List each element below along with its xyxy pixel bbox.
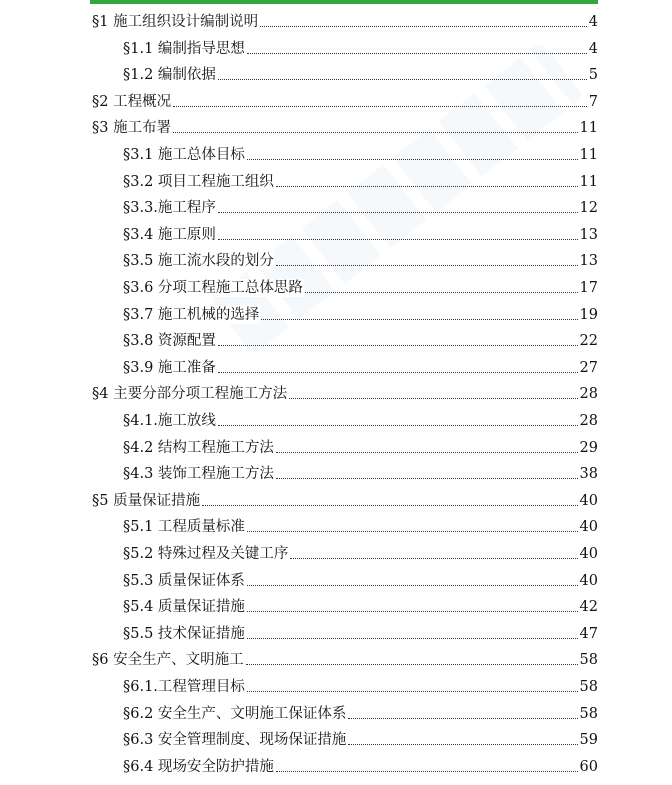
toc-entry-title: §3.7 施工机械的选择 [123,306,260,323]
toc-entry[interactable] [0,324,598,350]
toc-entry-title: §3.9 施工准备 [123,359,216,376]
toc-entry-page-number: 19 [579,306,598,323]
toc-entry-title: §5.4 质量保证措施 [123,599,245,616]
toc-leader-dots [290,557,577,559]
toc-entry[interactable] [0,111,598,137]
toc-leader-dots [218,78,587,80]
toc-leader-dots [247,158,578,160]
toc-entry-page-number: 11 [579,120,598,137]
toc-entry-title: §3.2 项目工程施工组织 [123,173,274,190]
toc-leader-dots [218,344,578,346]
toc-entry-page-number: 5 [588,67,598,84]
toc-entry-page-number: 13 [579,253,598,270]
toc-entry[interactable] [0,510,598,536]
toc-leader-dots [247,530,578,532]
toc-entry-title: §2 工程概况 [92,93,172,110]
toc-leader-dots [276,185,578,187]
toc-leader-dots [348,717,577,719]
toc-entry[interactable] [0,271,598,297]
toc-leader-dots [247,584,578,586]
toc-entry[interactable] [0,750,598,776]
toc-entry-page-number: 58 [579,705,598,722]
toc-entry-title: §3.4 施工原则 [123,226,216,243]
toc-entry[interactable] [0,670,598,696]
toc-entry[interactable] [0,218,598,244]
toc-entry[interactable] [0,617,598,643]
toc-entry-title: §1.2 编制依据 [123,67,216,84]
toc-entry-title: §3 施工布署 [92,120,172,137]
header-rule [90,0,598,4]
toc-entry-title: §4.1.施工放线 [123,413,216,429]
toc-entry-title: §5.5 技术保证措施 [123,625,245,642]
toc-entry[interactable] [0,723,598,749]
toc-entry-page-number: 17 [579,280,598,296]
toc-entry-title: §3.6 分项工程施工总体思路 [123,280,303,296]
toc-leader-dots [276,451,578,453]
toc-entry-title: §3.1 施工总体目标 [123,147,245,163]
toc-entry-page-number: 11 [579,173,598,190]
toc-entry[interactable] [0,590,598,616]
toc-entry[interactable] [0,85,598,111]
toc-entry[interactable] [0,537,598,563]
toc-entry[interactable] [0,404,598,430]
toc-entry-page-number: 40 [579,492,598,509]
toc-entry-page-number: 38 [579,466,598,483]
toc-leader-dots [173,131,577,133]
toc-leader-dots [247,610,578,612]
toc-entry-title: §4 主要分部分项工程施工方法 [92,386,288,403]
toc-entry-title: §6.4 现场安全防护措施 [123,758,274,775]
toc-entry-page-number: 22 [579,333,598,350]
toc-leader-dots [276,264,578,266]
toc-leader-dots [305,291,578,293]
toc-entry-title: §3.5 施工流水段的划分 [123,253,274,270]
toc-entry-page-number: 59 [579,732,598,749]
toc-leader-dots [276,477,578,479]
toc-leader-dots [218,238,578,240]
toc-leader-dots [247,690,578,692]
toc-entry[interactable] [0,165,598,191]
toc-entry-title: §5 质量保证措施 [92,492,201,509]
toc-entry-title: §5.2 特殊过程及关键工序 [123,546,289,562]
toc-entry-page-number: 27 [579,359,598,376]
toc-entry[interactable] [0,58,598,84]
toc-entry-page-number: 13 [579,226,598,243]
toc-entry[interactable] [0,484,598,510]
toc-entry-title: §6 安全生产、文明施工 [92,652,244,669]
toc-entry[interactable] [0,564,598,590]
toc-leader-dots [218,424,578,426]
toc-entry-page-number: 42 [579,599,598,616]
toc-entry[interactable] [0,431,598,457]
toc-entry[interactable] [0,697,598,723]
toc-leader-dots [247,637,578,639]
toc-entry[interactable] [0,5,598,31]
toc-entry-title: §1 施工组织设计编制说明 [92,14,259,30]
toc-entry-page-number: 11 [579,147,598,163]
toc-entry[interactable] [0,377,598,403]
toc-entry-page-number: 28 [579,386,598,403]
toc-entry[interactable] [0,138,598,164]
toc-entry[interactable] [0,244,598,270]
toc-entry-page-number: 60 [579,758,598,775]
toc-entry-page-number: 40 [579,519,598,536]
toc-entry-title: §1.1 编制指导思想 [123,40,245,57]
toc-entry-page-number: 4 [588,40,598,57]
toc-entry-page-number: 29 [579,439,598,456]
toc-leader-dots [289,397,577,399]
toc-entry-title: §5.1 工程质量标准 [123,519,245,536]
toc-entry-title: §3.3.施工程序 [123,200,216,217]
toc-leader-dots [202,504,577,506]
toc-leader-dots [348,743,577,745]
toc-entry-page-number: 4 [588,14,598,30]
toc-entry-page-number: 12 [579,200,598,217]
toc-entry[interactable] [0,191,598,217]
toc-entry-page-number: 40 [579,572,598,589]
toc-entry-title: §6.1.工程管理目标 [123,679,245,695]
toc-entry-page-number: 7 [588,93,598,110]
toc-leader-dots [218,211,578,213]
toc-leader-dots [247,52,587,54]
toc-entry-title: §5.3 质量保证体系 [123,572,245,589]
toc-entry-title: §6.2 安全生产、文明施工保证体系 [123,705,347,722]
toc-leader-dots [260,25,587,27]
toc-entry-page-number: 40 [579,546,598,562]
toc-leader-dots [173,105,587,107]
toc-entry-page-number: 58 [579,679,598,695]
toc-entry-title: §4.3 装饰工程施工方法 [123,466,274,483]
toc-entry[interactable] [0,457,598,483]
toc-entry-title: §6.3 安全管理制度、现场保证措施 [123,732,347,749]
toc-entry-title: §4.2 结构工程施工方法 [123,439,274,456]
toc-entry[interactable] [0,298,598,324]
toc-entry-page-number: 47 [579,625,598,642]
toc-entry[interactable] [0,351,598,377]
toc-entry[interactable] [0,643,598,669]
toc-leader-dots [218,371,578,373]
toc-entry-page-number: 28 [579,413,598,429]
toc-entry-title: §3.8 资源配置 [123,333,216,350]
toc-entry-page-number: 58 [579,652,598,669]
toc-entry[interactable] [0,32,598,58]
toc-leader-dots [261,318,577,320]
toc-leader-dots [246,663,578,665]
toc-leader-dots [276,770,578,772]
